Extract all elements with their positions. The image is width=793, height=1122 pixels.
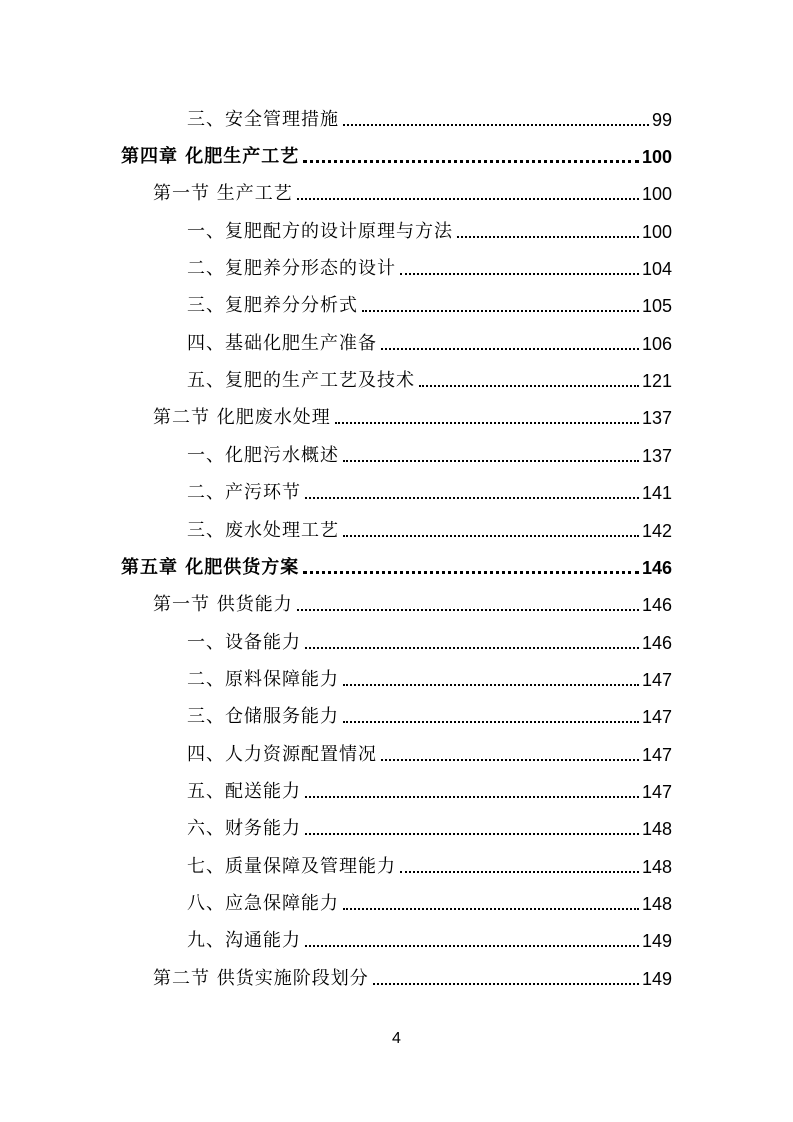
toc-entry-label: 一、化肥污水概述: [187, 445, 339, 466]
toc-entry[interactable]: [187, 290, 672, 318]
toc-entry[interactable]: [187, 776, 672, 804]
toc-entry-page: 104: [641, 259, 672, 279]
toc-entry[interactable]: [187, 328, 672, 356]
dot-leader: [343, 721, 639, 723]
toc-entry-label: 第一节 供货能力: [153, 594, 293, 615]
toc-entry-safety-measures[interactable]: [187, 104, 672, 132]
toc-entry-page: 121: [641, 371, 672, 391]
toc-entry-label: 第四章 化肥生产工艺: [121, 146, 300, 167]
toc-entry[interactable]: [187, 813, 672, 841]
toc-entry-label: 六、财务能力: [187, 818, 301, 839]
toc-entry-page: 146: [641, 633, 672, 653]
dot-leader: [457, 236, 639, 238]
toc-entry-page: 146: [641, 595, 672, 615]
toc-entry-label: 三、安全管理措施: [187, 109, 339, 130]
toc-entry-label: 四、基础化肥生产准备: [187, 333, 377, 354]
dot-leader: [297, 198, 639, 200]
dot-leader: [303, 160, 639, 163]
toc-entry[interactable]: [187, 440, 672, 468]
toc-entry[interactable]: [187, 253, 672, 281]
toc-entry-page: 147: [641, 745, 672, 765]
toc-entry[interactable]: [187, 851, 672, 879]
toc-entry-label: 五、复肥的生产工艺及技术: [187, 370, 415, 391]
toc-entry-page: 148: [641, 819, 672, 839]
dot-leader: [343, 684, 639, 686]
page-number: 4: [392, 1030, 401, 1047]
toc-entry-page: 147: [641, 782, 672, 802]
dot-leader: [343, 535, 639, 537]
dot-leader: [305, 497, 639, 499]
toc-entry-page: 99: [651, 110, 672, 130]
toc-entry-label: 二、产污环节: [187, 482, 301, 503]
toc-section-production-process[interactable]: [153, 178, 672, 206]
toc-entry-label: 第二节 化肥废水处理: [153, 407, 331, 428]
toc-entry-page: 147: [641, 707, 672, 727]
toc-entry-page: 148: [641, 894, 672, 914]
toc-entry[interactable]: [187, 664, 672, 692]
toc-entry-label: 四、人力资源配置情况: [187, 744, 377, 765]
toc-section-wastewater[interactable]: [153, 402, 672, 430]
toc-entry[interactable]: [187, 701, 672, 729]
toc-entry-page: 149: [641, 969, 672, 989]
toc-entry-label: 三、仓储服务能力: [187, 706, 339, 727]
toc-entry[interactable]: [187, 925, 672, 953]
dot-leader: [381, 348, 639, 350]
dot-leader: [343, 124, 649, 126]
dot-leader: [362, 310, 639, 312]
toc-entry-label: 一、复肥配方的设计原理与方法: [187, 221, 453, 242]
toc-section-supply-phases[interactable]: [153, 963, 672, 991]
toc-entry-label: 三、废水处理工艺: [187, 520, 339, 541]
dot-leader: [343, 460, 639, 462]
toc-entry-page: 137: [641, 408, 672, 428]
toc-entry-page: 137: [641, 446, 672, 466]
dot-leader: [400, 273, 639, 275]
toc-entry-label: 二、原料保障能力: [187, 669, 339, 690]
toc-entry-page: 100: [641, 222, 672, 242]
toc-entry[interactable]: [187, 365, 672, 393]
toc-entry-page: 147: [641, 670, 672, 690]
dot-leader: [381, 759, 639, 761]
toc-entry-page: 142: [641, 521, 672, 541]
dot-leader: [303, 571, 639, 574]
toc-entry[interactable]: [187, 515, 672, 543]
toc-entry-label: 五、配送能力: [187, 781, 301, 802]
toc-entry-label: 七、质量保障及管理能力: [187, 856, 396, 877]
toc-chapter-4[interactable]: [121, 141, 672, 169]
toc-entry-label: 九、沟通能力: [187, 930, 301, 951]
toc-entry[interactable]: [187, 477, 672, 505]
toc-entry[interactable]: [187, 888, 672, 916]
toc-entry-label: 三、复肥养分分析式: [187, 295, 358, 316]
toc-entry-label: 第五章 化肥供货方案: [121, 557, 300, 578]
toc-entry-label: 第一节 生产工艺: [153, 183, 293, 204]
dot-leader: [305, 945, 639, 947]
toc-entry-label: 八、应急保障能力: [187, 893, 339, 914]
toc-entry-page: 105: [641, 296, 672, 316]
toc-entry-label: 二、复肥养分形态的设计: [187, 258, 396, 279]
toc-entry-page: 141: [641, 483, 672, 503]
toc-chapter-5[interactable]: [121, 552, 672, 580]
dot-leader: [373, 983, 639, 985]
dot-leader: [419, 385, 639, 387]
dot-leader: [335, 422, 639, 424]
dot-leader: [297, 609, 639, 611]
toc-section-supply-capability[interactable]: [153, 589, 672, 617]
dot-leader: [400, 871, 639, 873]
dot-leader: [305, 647, 639, 649]
toc-entry-page: 100: [641, 184, 672, 204]
toc-entry-page: 100: [641, 147, 672, 167]
toc-entry-page: 148: [641, 857, 672, 877]
dot-leader: [305, 796, 639, 798]
toc-entry[interactable]: [187, 627, 672, 655]
toc-entry-page: 149: [641, 931, 672, 951]
toc-entry[interactable]: [187, 739, 672, 767]
dot-leader: [305, 833, 639, 835]
toc-entry-page: 106: [641, 334, 672, 354]
toc-entry-label: 第二节 供货实施阶段划分: [153, 968, 369, 989]
toc-entry[interactable]: [187, 216, 672, 244]
toc-entry-page: 146: [641, 558, 672, 578]
toc-entry-label: 一、设备能力: [187, 632, 301, 653]
dot-leader: [343, 908, 639, 910]
